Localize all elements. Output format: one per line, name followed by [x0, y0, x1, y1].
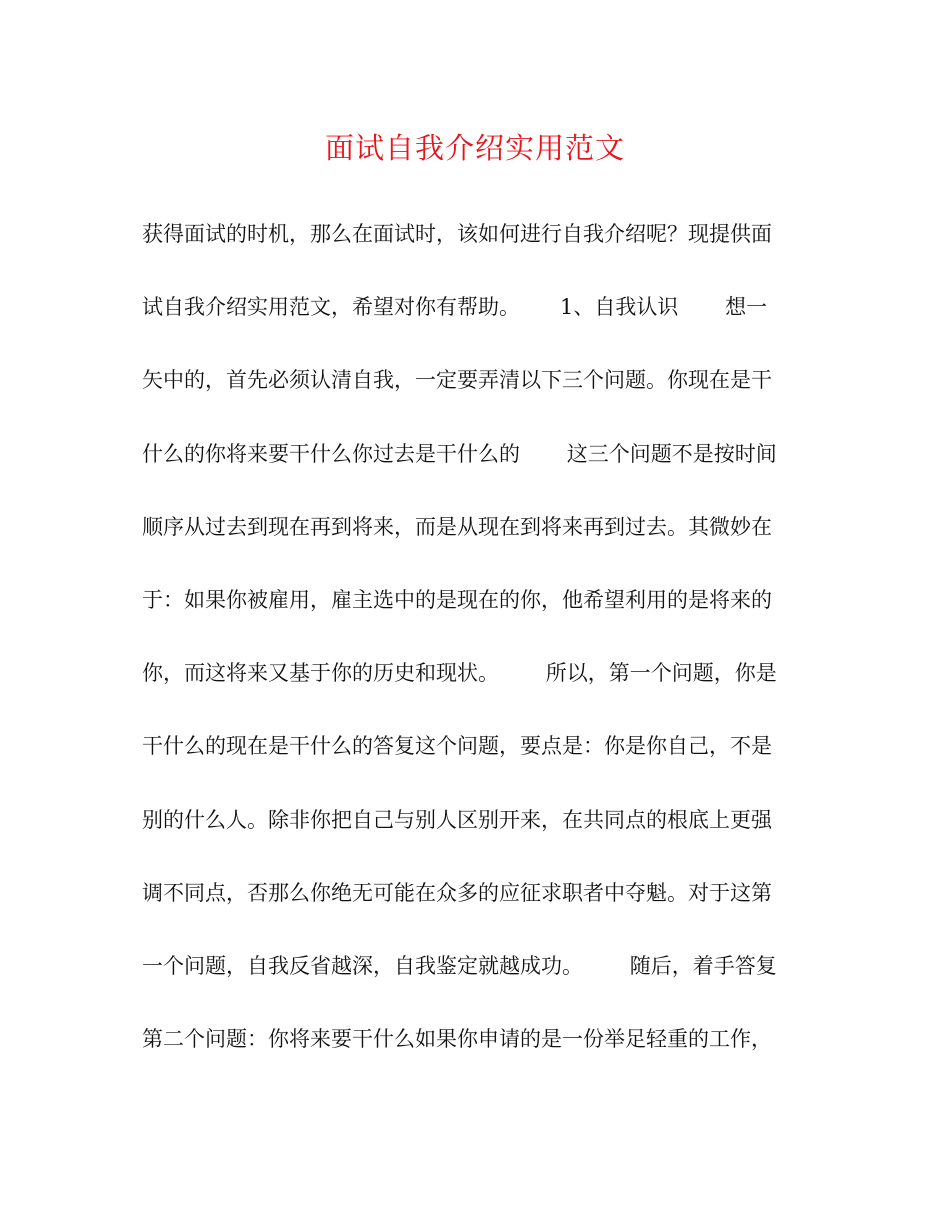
body-line-5: 顺序从过去到现在再到将来，而是从现在到将来再到过去。其微妙在	[142, 514, 772, 539]
body-line-9: 别的什么人。除非你把自己与别人区别开来，在共同点的根底上更强	[142, 807, 772, 832]
body-line-2: 试自我介绍实用范文，希望对你有帮助。 1、自我认识 想一	[142, 295, 768, 320]
body-line-12: 第二个问题：你将来要干什么如果你申请的是一份举足轻重的工作，	[142, 1027, 772, 1052]
body-line-7: 你，而这将来又基于你的历史和现状。 所以，第一个问题，你是	[142, 661, 777, 686]
body-line-10: 调不同点，否那么你绝无可能在众多的应征求职者中夺魁。对于这第	[142, 880, 772, 905]
body-line-8: 干什么的现在是干什么的答复这个问题，要点是：你是你自己，不是	[142, 734, 772, 759]
document-title: 面试自我介绍实用范文	[324, 131, 625, 165]
body-line-4: 什么的你将来要干什么你过去是干什么的 这三个问题不是按时间	[142, 441, 777, 466]
body-line-11: 一个问题，自我反省越深，自我鉴定就越成功。 随后，着手答复	[142, 953, 777, 978]
body-line-3: 矢中的，首先必须认清自我，一定要弄清以下三个问题。你现在是干	[142, 368, 772, 393]
document-body	[142, 216, 802, 1094]
body-line-6: 于：如果你被雇用，雇主选中的是现在的你，他希望利用的是将来的	[142, 587, 772, 612]
body-line-1: 获得面试的时机，那么在面试时，该如何进行自我介绍呢？现提供面	[142, 222, 772, 246]
